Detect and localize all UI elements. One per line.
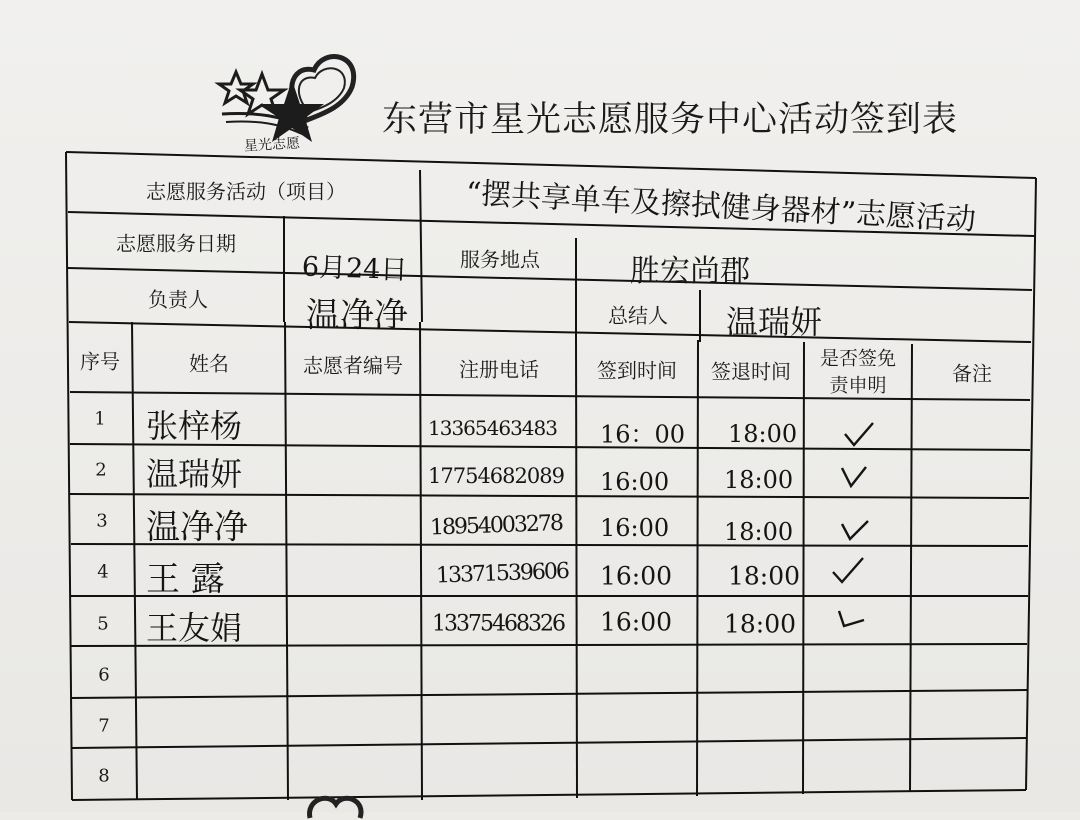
row-number: 6	[98, 664, 110, 686]
leader-label: 负责人	[148, 287, 208, 312]
volunteer-name: 张梓杨	[146, 407, 243, 445]
col-waiver-line2: 责申明	[829, 374, 887, 397]
row-number: 1	[94, 408, 106, 430]
date-label: 志愿服务日期	[116, 231, 236, 256]
checkout-time: 18:00	[724, 518, 794, 546]
check-mark-icon	[834, 606, 868, 634]
checkout-time: 18:00	[724, 466, 794, 494]
col-seq: 序号	[80, 349, 120, 374]
volunteer-phone: 18954003278	[429, 510, 563, 541]
row-number: 3	[96, 510, 108, 532]
checkout-time: 18:00	[724, 609, 797, 639]
volunteer-name: 温净净	[146, 507, 248, 548]
volunteer-name: 王 露	[146, 559, 225, 600]
checkout-time: 18:00	[728, 561, 801, 591]
row-number: 5	[97, 613, 109, 635]
location-label: 服务地点	[460, 247, 540, 272]
check-mark-icon	[838, 462, 872, 490]
col-name: 姓名	[189, 351, 229, 376]
checkin-time: 16:00	[600, 514, 670, 542]
volunteer-phone: 13371539606	[435, 558, 569, 589]
checkin-time: 16：00	[600, 420, 686, 449]
activity-label: 志愿服务活动（项目）	[146, 179, 346, 204]
volunteer-name: 王友娟	[146, 609, 243, 647]
col-volunteer-id: 志愿者编号	[303, 353, 403, 378]
volunteer-phone: 17754682089	[428, 464, 564, 488]
col-checkin: 签到时间	[597, 358, 677, 383]
row-number: 7	[98, 715, 110, 737]
summary-value: 温瑞妍	[726, 303, 823, 341]
volunteer-phone: 13375468326	[432, 611, 564, 637]
leader-value: 温净净	[306, 295, 408, 336]
logo-text: 星光志愿	[243, 135, 301, 155]
volunteer-phone: 13365463483	[428, 416, 557, 440]
check-mark-icon	[830, 556, 864, 584]
location-value: 胜宏尚郡	[630, 254, 750, 289]
heart-logo-fragment-icon	[300, 790, 370, 820]
summary-label: 总结人	[608, 303, 668, 328]
col-waiver-line1: 是否签免	[819, 347, 897, 370]
date-value: 6月24日	[301, 251, 408, 287]
checkin-time: 16:00	[600, 468, 670, 496]
check-mark-icon	[838, 515, 872, 543]
checkin-time: 16:00	[600, 561, 673, 591]
col-remarks: 备注	[952, 361, 992, 386]
check-mark-icon	[842, 420, 876, 448]
checkout-time: 18:00	[728, 420, 798, 448]
row-number: 4	[97, 561, 109, 583]
row-number: 2	[95, 459, 107, 481]
row-number: 8	[98, 765, 110, 787]
checkin-time: 16:00	[600, 607, 673, 637]
volunteer-name: 温瑞妍	[146, 455, 243, 493]
col-phone: 注册电话	[459, 357, 539, 382]
col-checkout: 签退时间	[711, 359, 791, 384]
page-title: 东营市星光志愿服务中心活动签到表	[382, 100, 959, 140]
activity-value: “摆共享单车及擦拭健身器材”志愿活动	[464, 176, 977, 238]
